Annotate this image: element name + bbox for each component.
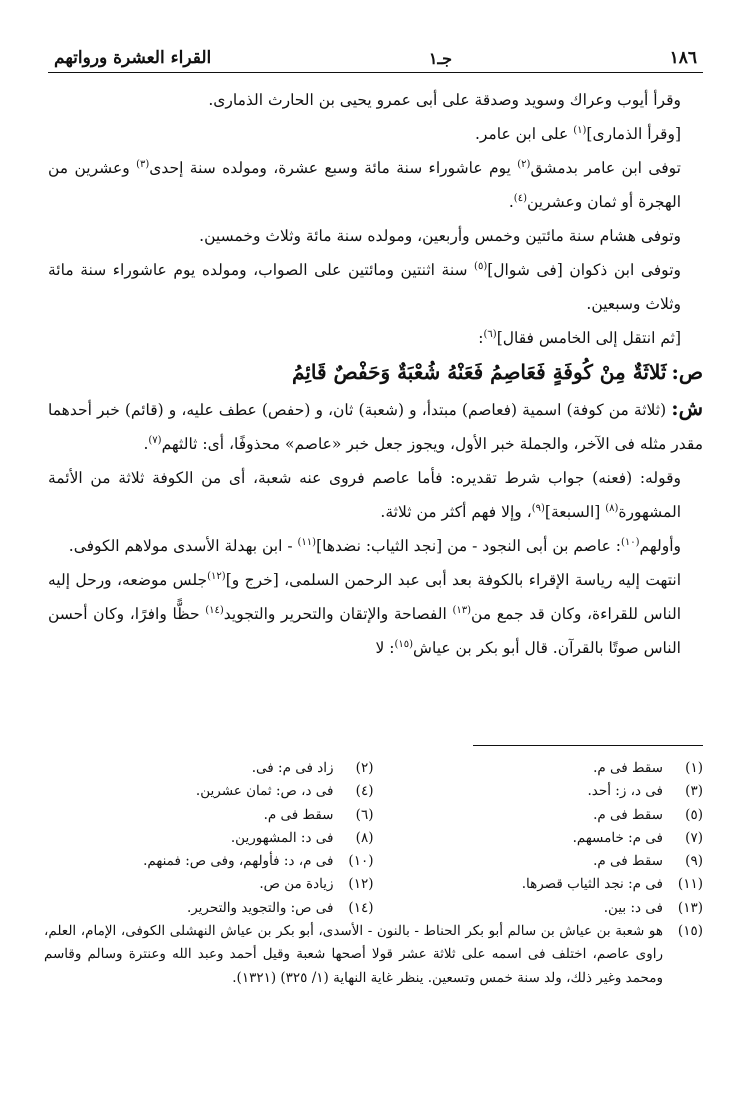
volume-label: جـ١ [428,49,452,68]
footnote-ref: (٣) [136,158,150,170]
paragraph: [وقرأ الذمارى]$^{(١)}$ على ابن عامر. [474,124,681,143]
verse-label: ص: [671,360,703,384]
footnote-ref: (٢) [517,158,531,170]
footnote-ref: (١٤) [205,604,224,616]
commentary-label: ش: [671,396,703,420]
footnote-ref: (٦) [483,328,497,340]
footnote-ref: (٥) [474,260,488,272]
footnote-ref: (١) [573,124,587,136]
footnote-ref: (١٥) [394,638,414,650]
paragraph: [ثم انتقل إلى الخامس فقال]$^{(٦)}$: [478,328,681,347]
page [48,40,703,665]
footnotes: (١) سقط فى م. (٢) زاد فى م: فى. (٣) فى د، ز: أحد. (٤) فى د، ص: ثمان عشرين. (٥) سقط فى م. (٦) سقط فى م. (٧) فى م: خامسهم. (٨) فى د: المشهورين. (٩) سقط فى م. (١٠) فى م، د: فأولهم، وفى ص: فمنهم. (١١) فى م: نجد الثياب قصرها. (١٢) زيادة من ص. (١٣) فى د: بين. (١٤) فى ص: والتجويد والتحرير. (١٥) هو شعبة بن عياش بن سالم أبو بكر الحناط - بالنون - الأسدى، أبو بكر بن عياش النهشلى الكوفى، الإمام، العلم، راوى عاصم، اختلف فى اسمه على ثلاثة عشر قولا أصحها شعبة وقيل أحمد وعبد الله وعنترة وسالم وقاسم ومحمد وغير ذلك، ولد سنة خمس وتسعين. ينظر غاية النهاية (١/ ٣٢٥) (١٣٢١). [44,757,703,990]
paragraph: وقرأ أيوب وعراك وسويد وصدقة على أبى عمرو يحيى بن الحارث الذمارى. [208,91,681,109]
footnote-15: (١٥) هو شعبة بن عياش بن سالم أبو بكر الحناط - بالنون - الأسدى، أبو بكر بن عياش النهشلى الكوفى، الإمام، العلم، راوى عاصم، اختلف فى اسمه على ثلاثة عشر قولا أصحها شعبة وقيل أحمد وعبد الله وعنترة وسالم وقاسم ومحمد وغير ذلك، ولد سنة خمس وتسعين. ينظر غاية النهاية (١/ ٣٢٥) (١٣٢١). [44,923,703,986]
running-title: القراء العشرة ورواتهم [54,48,212,68]
page-number: ١٨٦ [669,48,697,68]
footnote-ref: (١١) [297,536,317,548]
paragraph: انتهت إليه رياسة الإقراء بالكوفة بعد أبى عبد الرحمن السلمى، [خرج و]$^{(١٢)}$جلس موضعه، ورحل إليه الناس للقراءة، وكان قد جمع من$^{(١٣)}$ الفصاحة والإتقان والتحرير والتجويد$^{(١٤)}$ حظًّا وافرًا، وكان أحسن الناس صوتًا بالقرآن. قال أبو بكر بن عياش$^{(١٥)}$: لا [48,570,682,657]
paragraph: وتوفى هشام سنة مائتين وخمس وأربعين، ومولده سنة مائة وثلاث وخمسين. [199,227,681,245]
footnote-ref: (١٠) [620,536,640,548]
paragraph: توفى ابن عامر بدمشق$^{(٢)}$ يوم عاشوراء سنة مائة وسبع عشرة، ومولده سنة إحدى$^{(٣)}$ وعشرين من الهجرة أو ثمان وعشرين$^{(٤)}$. [48,158,681,211]
footnote-ref: (١٢) [207,570,226,582]
paragraph: وتوفى ابن ذكوان [فى شوال]$^{(٥)}$ سنة اثنتين ومائتين على الصواب، ومولده يوم عاشوراء سنة مائة وثلاث وسبعين. [48,260,681,313]
paragraph: وأولهم$^{(١٠)}$: عاصم بن أبى النجود - من [نجد الثياب: نضدها]$^{(١١)}$ - ابن بهدلة الأسدى مولاهم الكوفى. [68,536,681,555]
paragraph: وقوله: (فعنه) جواب شرط تقديره: فأما عاصم فروى عنه شعبة، أى من الكوفة ثلاثة من الأئمة المشهورة$^{(٨)}$ [السبعة]$^{(٩)}$، وإلا فهم أكثر من ثلاثة. [48,469,681,521]
main-text [48,83,703,665]
running-header [48,40,703,73]
verse-text: ثَلاثَةٌ مِنْ كُوفَةٍ فَعَاصِمُ فَعَنْهُ شُعْبَةٌ وَحَفْصٌ قَائِمُ [291,360,667,384]
footnote-ref: (٩) [531,502,545,514]
footnote-ref: (٨) [605,502,619,514]
footnote-separator [473,745,703,746]
quran-verse [48,355,703,391]
footnote-ref: (٤) [513,192,527,204]
commentary: ش: (ثلاثة من كوفة) اسمية (فعاصم) مبتدأ، و (شعبة) ثان، و (حفص) عطف عليه، و (قائم) خبر أحدهما مقدر مثله فى الآخر، والجملة خبر الأول، ويجوز جعل خبر «عاصم» محذوفًا، أى: ثالثهم$^{(٧)}$. [48,396,703,453]
footnote-ref: (٧) [148,434,162,446]
footnote-ref: (١٣) [452,604,472,616]
